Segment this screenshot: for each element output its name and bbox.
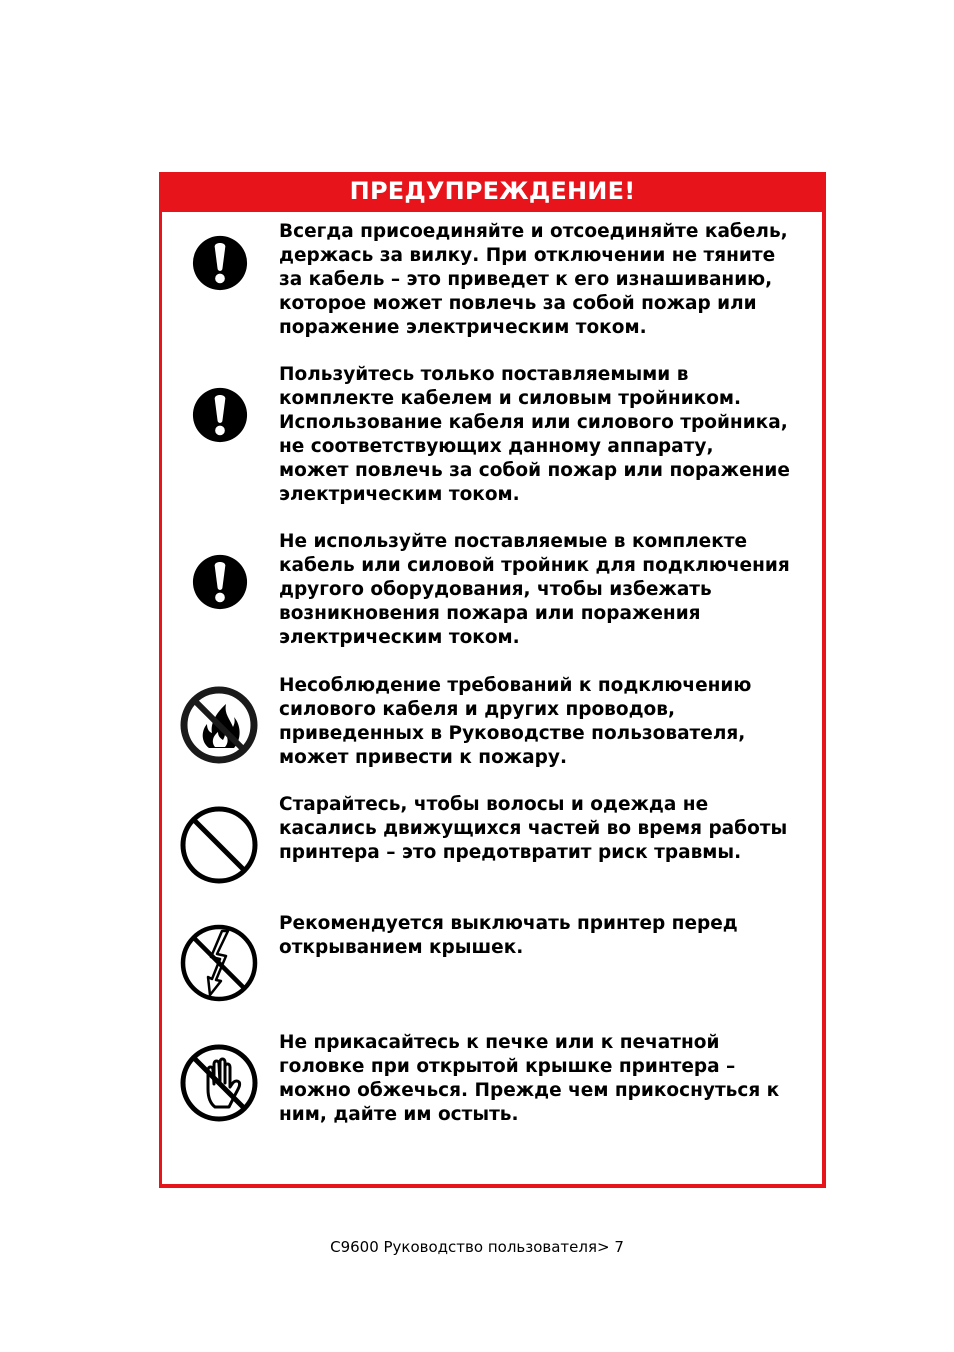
exclamation-icon [191,386,249,444]
item-text-line: силового кабеля и других проводов, [279,699,675,720]
item-text-line: Рекомендуется выключать принтер перед [279,913,738,934]
item-text-line: Пользуйтесь только поставляемыми в [279,364,689,385]
item-text-line: поражение электрическим током. [279,317,647,338]
item-text-line: комплекте кабелем и силовым тройником. [279,388,742,409]
item-text-line: ним, дайте им остыть. [279,1104,519,1125]
item-text-line: которое может повлечь за собой пожар или [279,293,757,314]
item-text-line: приведенных в Руководстве пользователя, [279,723,746,744]
exclamation-icon [191,234,249,292]
item-text-line: другого оборудования, чтобы избежать [279,579,712,600]
item-text-line: может привести к пожару. [279,747,567,768]
warning-item-text [279,912,738,960]
item-text-line: электрическим током. [279,627,520,648]
warning-item-text [279,674,751,770]
item-text-line: может повлечь за собой пожар или поражение [279,460,790,481]
exclamation-icon [191,553,249,611]
no-touch-hand-icon [179,1043,259,1123]
item-text-line: Не используйте поставляемые в комплекте [279,531,748,552]
warning-item-text [279,1031,779,1127]
item-text-line: открыванием крышек. [279,937,524,958]
warning-title: ПРЕДУПРЕЖДЕНИЕ! [159,172,826,212]
warning-item-text [279,220,788,340]
item-text-line: Несоблюдение требований к подключению [279,675,752,696]
item-text-line: Всегда присоединяйте и отсоединяйте кабель, [279,221,788,242]
item-text-line: держась за вилку. При отключении не тяните [279,245,776,266]
item-text-line: можно обжечься. Прежде чем прикоснуться к [279,1080,780,1101]
item-text-line: касались движущихся частей во время работы [279,818,788,839]
item-text-line: принтера – это предотвратит риск травмы. [279,842,742,863]
warning-item-text [279,793,787,865]
item-text-line: за кабель – это приведет к его изнашиванию, [279,269,773,290]
item-text-line: Не прикасайтесь к печке или к печатной [279,1032,720,1053]
prohibition-icon [179,805,259,885]
item-text-line: головке при открытой крышке принтера – [279,1056,736,1077]
warning-item-text [279,363,790,507]
item-text-line: электрическим током. [279,484,520,505]
item-text-line: Старайтесь, чтобы волосы и одежда не [279,794,709,815]
no-fire-icon [179,685,259,765]
item-text-line: возникновения пожара или поражения [279,603,701,624]
item-text-line: Использование кабеля или силового тройника, [279,412,788,433]
item-text-line: не соответствующих данному аппарату, [279,436,714,457]
no-electric-shock-icon [179,923,259,1003]
item-text-line: кабель или силовой тройник для подключения [279,555,790,576]
warning-item-text [279,530,790,650]
page-footer: C9600 Руководство пользователя> 7 [330,1238,624,1256]
